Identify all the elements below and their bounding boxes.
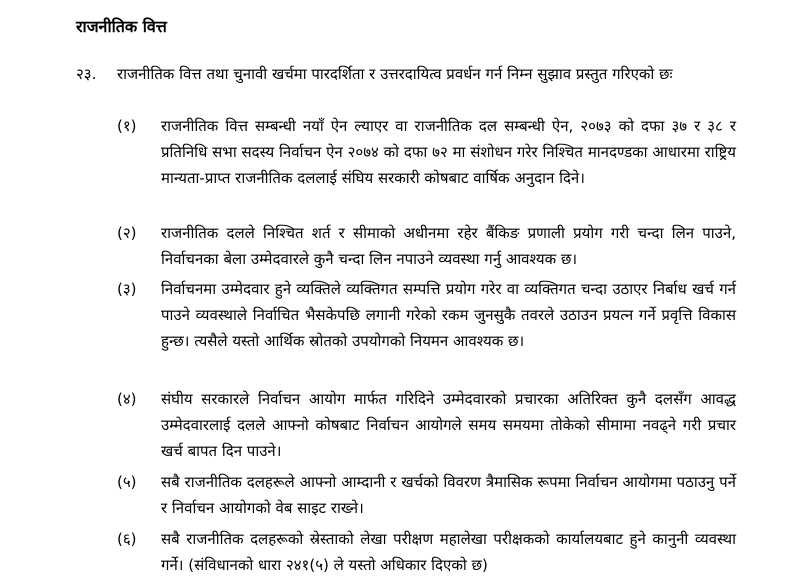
list-item-text: संघीय सरकारले निर्वाचन आयोग मार्फत गरिदिने उम्मेदवारको प्रचारका अतिरिक्त कुनै दलसँग आवद्ध उम्मेदवारलाई दलले आफ्नो कोषबाट निर्वाचन आयोगले समय समयमा तोकेको सीमामा नवढ्ने गरी प्रचार खर्च बापत दिन पाउने। — [161, 390, 736, 460]
list-item-text: सबै राजनीतिक दलहरूको स्रेस्ताको लेखा परीक्षण महालेखा परीक्षकको कार्यालयबाट हुने कानुनी व्यवस्था गर्ने। (संविधानको धारा २४१(५) ले यस्तो अधिकार दिएको छ) — [161, 530, 736, 574]
list-item-text: राजनीतिक वित्त सम्बन्धी नयाँ ऐन ल्याएर वा राजनीतिक दल सम्बन्धी ऐन, २०७३ को दफा ३७ र ३८ र प्रतिनिधि सभा सदस्य निर्वाचन ऐन २०७४ को दफा ७२ मा संशोधन गरेर निश्चित मानदण्डका आधारमा राष्ट्रिय मान्यता-प्राप्त राजनीतिक दललाई संघिय सरकारी कोषबाट वार्षिक अनुदान दिने। — [161, 117, 736, 187]
list-item-number: (१) — [117, 117, 137, 135]
paragraph-number: २३. — [76, 65, 97, 83]
section-heading: राजनीतिक वित्त — [76, 17, 167, 36]
paragraph-intro-text: राजनीतिक वित्त तथा चुनावी खर्चमा पारदर्शिता र उत्तरदायित्व प्रवर्धन गर्न निम्न सुझाव प्रस्तुत गरिएको छः — [117, 65, 673, 83]
list-item-number: (६) — [117, 530, 137, 548]
list-item-text: राजनीतिक दलले निश्चित शर्त र सीमाको अधीनमा रहेर बैंकिङ प्रणाली प्रयोग गरी चन्दा लिन पाउने, निर्वाचनका बेला उम्मेदवारले कुनै चन्दा लिन नपाउने व्यवस्था गर्नु आवश्यक छ। — [161, 224, 736, 268]
list-item-number: (५) — [117, 473, 137, 491]
list-item-text: निर्वाचनमा उम्मेदवार हुने व्यक्तिले व्यक्तिगत सम्पत्ति प्रयोग गरेर वा व्यक्तिगत चन्दा उठाएर निर्बाध खर्च गर्न पाउने व्यवस्थाले निर्वाचित भैसकेपछि लगानी गरेको रकम जुनसुकै तवरले उठाउन प्रयत्न गर्ने प्रवृत्ति विकास हुन्छ। त्यसैले यस्तो आर्थिक स्रोतको उपयोगको नियमन आवश्यक छ। — [161, 280, 736, 350]
list-item-number: (३) — [117, 280, 137, 298]
list-item-number: (४) — [117, 390, 137, 408]
list-item-text: सबै राजनीतिक दलहरूले आफ्नो आम्दानी र खर्चको विवरण त्रैमासिक रूपमा निर्वाचन आयोगमा पठाउनु पर्ने र निर्वाचन आयोगको वेब साइट राख्ने। — [161, 473, 736, 517]
list-item-number: (२) — [117, 224, 137, 242]
